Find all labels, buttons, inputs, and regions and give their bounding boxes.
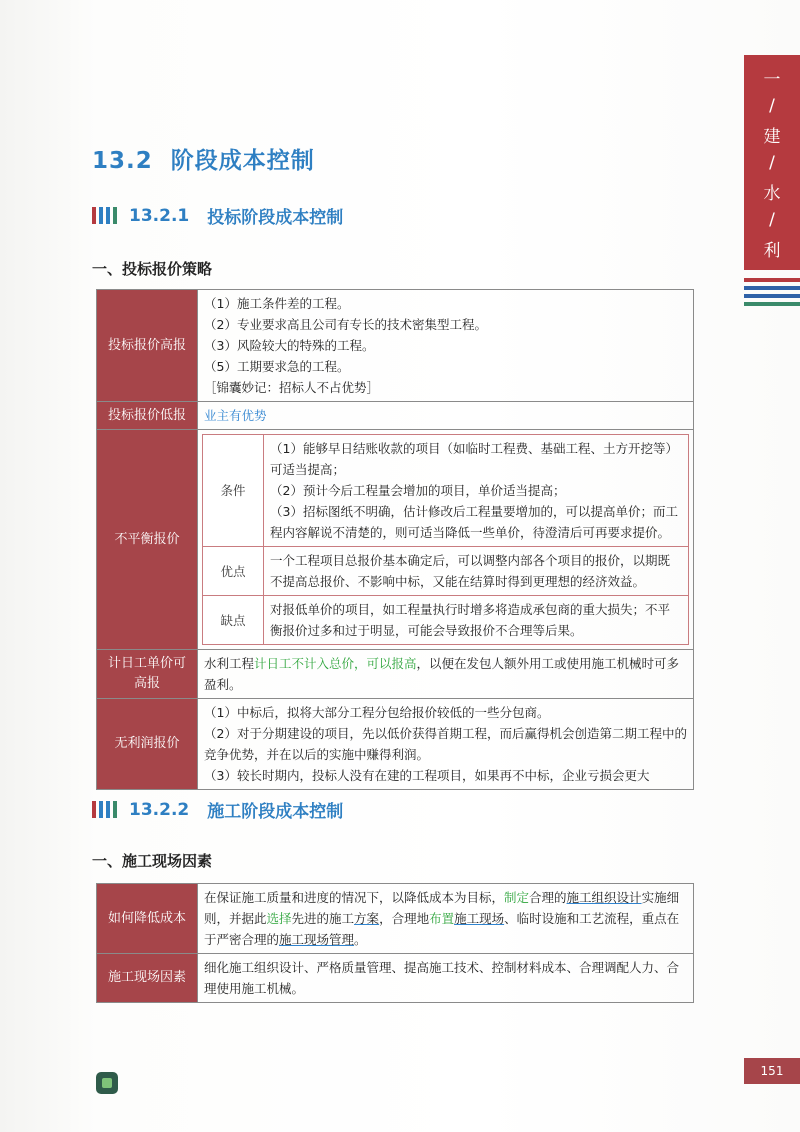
row-label: 不平衡报价 bbox=[97, 430, 198, 650]
underlined-text: 施工组织设计 bbox=[566, 890, 642, 905]
underlined-text: 施工现场 bbox=[454, 911, 505, 926]
section-title bbox=[92, 142, 315, 175]
text-run: 先进的施工 bbox=[291, 911, 355, 926]
sub-content bbox=[264, 435, 689, 547]
list-item: （2）对于分期建设的项目，先以低价获得首期工程，而后赢得机会创造第二期工程中的竞争优势，并在以后的实施中赚得利润。 bbox=[204, 726, 687, 762]
row-label: 投标报价低报 bbox=[97, 402, 198, 430]
subsection-number: 13.2.2 bbox=[129, 799, 190, 820]
item-heading-2: 一、施工现场因素 bbox=[92, 852, 213, 870]
page-number: 151 bbox=[744, 1058, 800, 1084]
section-number: 13.2 bbox=[92, 148, 153, 174]
text-run: ，以便在发包人额外用工或使用施工机械时可多盈利。 bbox=[204, 656, 680, 692]
sub-content: 对报低单价的项目，如工程量执行时增多将造成承包商的重大损失；不平衡报价过多和过于明显，可能会导致报价不合理等后果。 bbox=[264, 596, 689, 645]
list-item: （3）风险较大的特殊的工程。 bbox=[204, 338, 375, 353]
subsection-title-2 bbox=[92, 797, 343, 822]
text-run: 实施细则，并据此 bbox=[204, 890, 680, 926]
sub-label: 缺点 bbox=[203, 596, 264, 645]
list-item: （3）较长时期内，投标人没有在建的工程项目，如果再不中标，企业亏损会更大 bbox=[204, 768, 650, 783]
list-item: （3）招标图纸不明确，估计修改后工程量要增加的，可以提高单价；而工程内容解说不清楚的，则可适当降低一些单价，待澄清后可再要求提价。 bbox=[270, 504, 678, 540]
row-content bbox=[198, 402, 694, 430]
row-label: 投标报价高报 bbox=[97, 290, 198, 402]
text-run: 、临时设施和工艺流程，重点在于严密合理的 bbox=[204, 911, 680, 947]
list-item: （1）能够早日结账收款的项目（如临时工程费、基础工程、土方开挖等）可适当提高； bbox=[270, 441, 678, 477]
table-row bbox=[97, 402, 694, 430]
side-tab-char: 水 bbox=[763, 183, 781, 204]
subsection-title-text: 施工阶段成本控制 bbox=[207, 802, 344, 822]
list-item: （2）专业要求高且公司有专长的技术密集型工程。 bbox=[204, 317, 487, 332]
app-logo-icon bbox=[96, 1072, 118, 1094]
subsection-number: 13.2.1 bbox=[129, 205, 190, 226]
list-item: （2）预计今后工程量会增加的项目，单价适当提高； bbox=[270, 483, 566, 498]
table-row bbox=[203, 547, 689, 596]
side-color-stripes bbox=[744, 278, 800, 310]
subsection-title-1 bbox=[92, 203, 343, 228]
item-heading-1: 一、投标报价策略 bbox=[92, 260, 213, 278]
row-content bbox=[198, 430, 694, 650]
section-title-text: 阶段成本控制 bbox=[170, 148, 315, 174]
sub-label: 条件 bbox=[203, 435, 264, 547]
side-tab-slash: / bbox=[769, 209, 775, 230]
underlined-text: 方案 bbox=[354, 911, 380, 926]
heading-bars-icon bbox=[92, 207, 117, 224]
table-row bbox=[97, 290, 694, 402]
table-row bbox=[97, 884, 694, 954]
table-row bbox=[97, 430, 694, 650]
sub-content: 一个工程项目总报价基本确定后，可以调整内部各个项目的报价，以期既不提高总报价、不影响中标，又能在结算时得到更理想的经济效益。 bbox=[264, 547, 689, 596]
row-label bbox=[97, 650, 198, 699]
text-run: ，合理地 bbox=[379, 911, 430, 926]
row-label: 无利润报价 bbox=[97, 699, 198, 790]
list-item: （5）工期要求急的工程。 bbox=[204, 359, 350, 374]
table-row bbox=[97, 650, 694, 699]
text-run: 。 bbox=[354, 932, 367, 947]
site-factors-table bbox=[96, 883, 694, 1003]
table-row bbox=[203, 435, 689, 547]
bid-strategy-table bbox=[96, 289, 694, 790]
side-tab-char: 建 bbox=[763, 126, 781, 147]
text-run: 水利工程 bbox=[204, 656, 255, 671]
row-label: 施工现场因素 bbox=[97, 954, 198, 1003]
list-item: （1）施工条件差的工程。 bbox=[204, 296, 350, 311]
row-label: 如何降低成本 bbox=[97, 884, 198, 954]
side-tab-char: 利 bbox=[763, 240, 781, 261]
highlight-text: 布置 bbox=[429, 911, 455, 926]
highlight-text: 制定 bbox=[504, 890, 530, 905]
text-run: 在保证施工质量和进度的情况下，以降低成本为目标， bbox=[204, 890, 505, 905]
table-row bbox=[97, 699, 694, 790]
row-content bbox=[198, 699, 694, 790]
text-run: 合理的 bbox=[529, 890, 567, 905]
heading-bars-icon bbox=[92, 801, 117, 818]
chapter-side-tab bbox=[744, 55, 800, 270]
highlight-text: 计日工不计入总价，可以报高 bbox=[254, 656, 417, 671]
row-content: 细化施工组织设计、严格质量管理、提高施工技术、控制材料成本、合理调配人力、合理使用施工机械。 bbox=[198, 954, 694, 1003]
highlight-text: 业主有优势 bbox=[204, 408, 267, 423]
underlined-text: 施工现场管理 bbox=[279, 932, 355, 947]
memo-tip: ［锦囊妙记：招标人不占优势］ bbox=[204, 380, 380, 395]
side-tab-char: 一 bbox=[763, 69, 781, 90]
row-label-line: 计日工单价可 bbox=[107, 656, 186, 671]
side-tab-slash: / bbox=[769, 152, 775, 173]
subsection-title-text: 投标阶段成本控制 bbox=[207, 208, 344, 228]
row-content bbox=[198, 650, 694, 699]
row-label-line: 高报 bbox=[133, 676, 160, 691]
table-row bbox=[203, 596, 689, 645]
row-content bbox=[198, 884, 694, 954]
unbalanced-subtable bbox=[202, 434, 689, 645]
side-tab-slash: / bbox=[769, 95, 775, 116]
table-row bbox=[97, 954, 694, 1003]
highlight-text: 选择 bbox=[266, 911, 292, 926]
list-item: （1）中标后，拟将大部分工程分包给报价较低的一些分包商。 bbox=[204, 705, 550, 720]
row-content bbox=[198, 290, 694, 402]
sub-label: 优点 bbox=[203, 547, 264, 596]
